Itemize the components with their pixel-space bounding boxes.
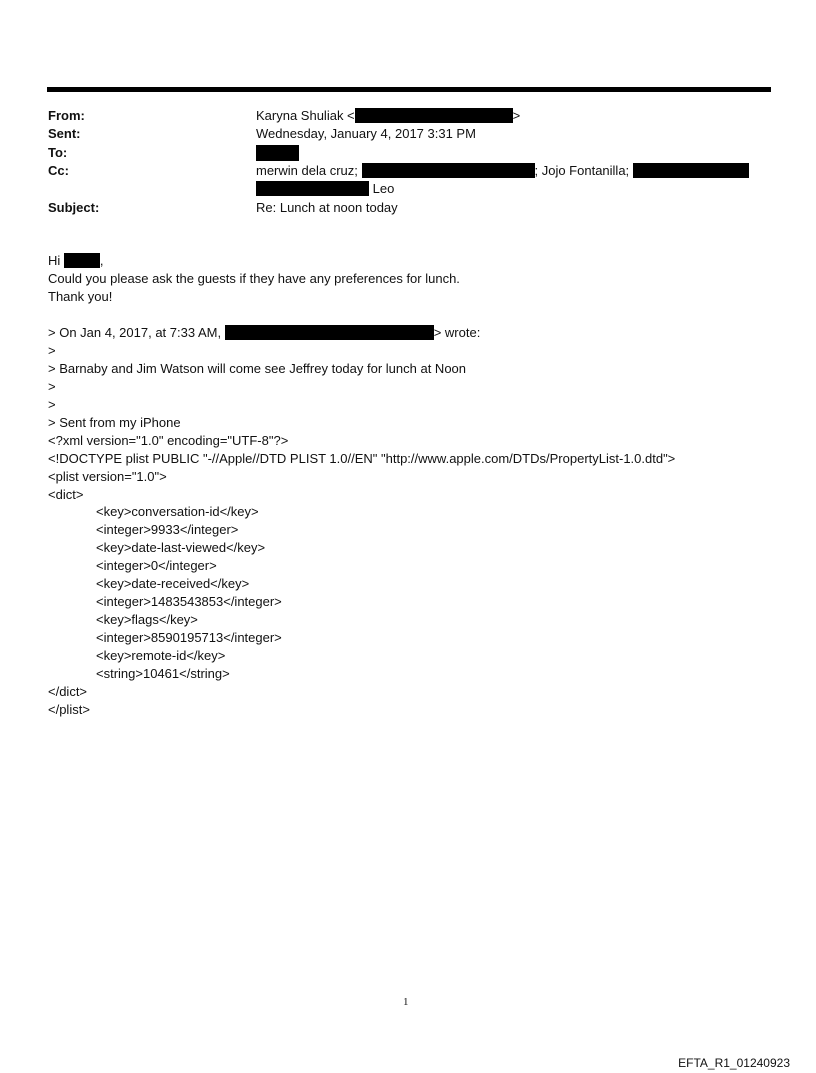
plist-entry: <key>date-last-viewed</key>: [96, 540, 266, 555]
to-redaction: [256, 145, 299, 161]
cc-label: Cc:: [48, 163, 69, 178]
plist-entry: <integer>8590195713</integer>: [96, 630, 282, 645]
plist-entry: <key>flags</key>: [96, 612, 198, 627]
body-line-2: Thank you!: [48, 289, 113, 304]
redaction-box: [355, 108, 513, 123]
greeting-hi: Hi: [48, 253, 61, 268]
redaction-box: [362, 163, 535, 178]
sent-value: Wednesday, January 4, 2017 3:31 PM: [256, 126, 476, 141]
from-name: Karyna Shuliak <: [256, 108, 355, 123]
from-label: From:: [48, 108, 85, 123]
plist-entry: <integer>0</integer>: [96, 558, 217, 573]
plist-entry: <integer>9933</integer>: [96, 522, 239, 537]
from-value: [256, 108, 520, 123]
page-number: 1: [403, 996, 409, 1008]
cc-value-line1: [256, 163, 749, 178]
document-id: EFTA_R1_01240923: [678, 1056, 790, 1070]
greeting: [48, 253, 104, 268]
plist-entry: <string>10461</string>: [96, 666, 230, 681]
plist-close: </plist>: [48, 702, 90, 717]
redaction-box: [225, 325, 434, 340]
dict-open: <dict>: [48, 487, 84, 502]
cc-part3: Leo: [372, 181, 395, 196]
dict-close: </dict>: [48, 684, 88, 699]
quote-blank-3: >: [48, 397, 56, 412]
body-line-1: Could you please ask the guests if they have any preferences for lunch.: [48, 271, 460, 286]
quote-intro: [48, 325, 480, 340]
quote-blank-1: >: [48, 343, 56, 358]
sent-label: Sent:: [48, 126, 81, 141]
subject-label: Subject:: [48, 200, 100, 215]
quote-line-1: > Barnaby and Jim Watson will come see Jeffrey today for lunch at Noon: [48, 361, 467, 376]
to-label: To:: [48, 145, 68, 160]
cc-part1: merwin dela cruz;: [256, 163, 358, 178]
plist-open: <plist version="1.0">: [48, 469, 167, 484]
redaction-box: [64, 253, 100, 268]
plist-xml-decl: <?xml version="1.0" encoding="UTF-8"?>: [48, 433, 289, 448]
plist-doctype: <!DOCTYPE plist PUBLIC "-//Apple//DTD PLIST 1.0//EN" "http://www.apple.com/DTDs/PropertyList-1.0.dtd">: [48, 451, 676, 466]
redaction-box: [633, 163, 749, 178]
quote-blank-2: >: [48, 379, 56, 394]
subject-value: Re: Lunch at noon today: [256, 200, 398, 215]
plist-entry: <integer>1483543853</integer>: [96, 594, 282, 609]
greeting-comma: ,: [99, 253, 104, 268]
header-rule: [47, 87, 771, 92]
plist-entry: <key>conversation-id</key>: [96, 504, 259, 519]
quote-intro-a: > On Jan 4, 2017, at 7:33 AM,: [48, 325, 222, 340]
cc-value-line2: [256, 181, 394, 196]
redaction-box: [256, 181, 369, 196]
cc-part2: ; Jojo Fontanilla;: [534, 163, 630, 178]
from-close: >: [512, 108, 521, 123]
quote-sent-from: > Sent from my iPhone: [48, 415, 181, 430]
plist-entry: <key>remote-id</key>: [96, 648, 226, 663]
plist-entry: <key>date-received</key>: [96, 576, 250, 591]
quote-intro-b: > wrote:: [433, 325, 481, 340]
